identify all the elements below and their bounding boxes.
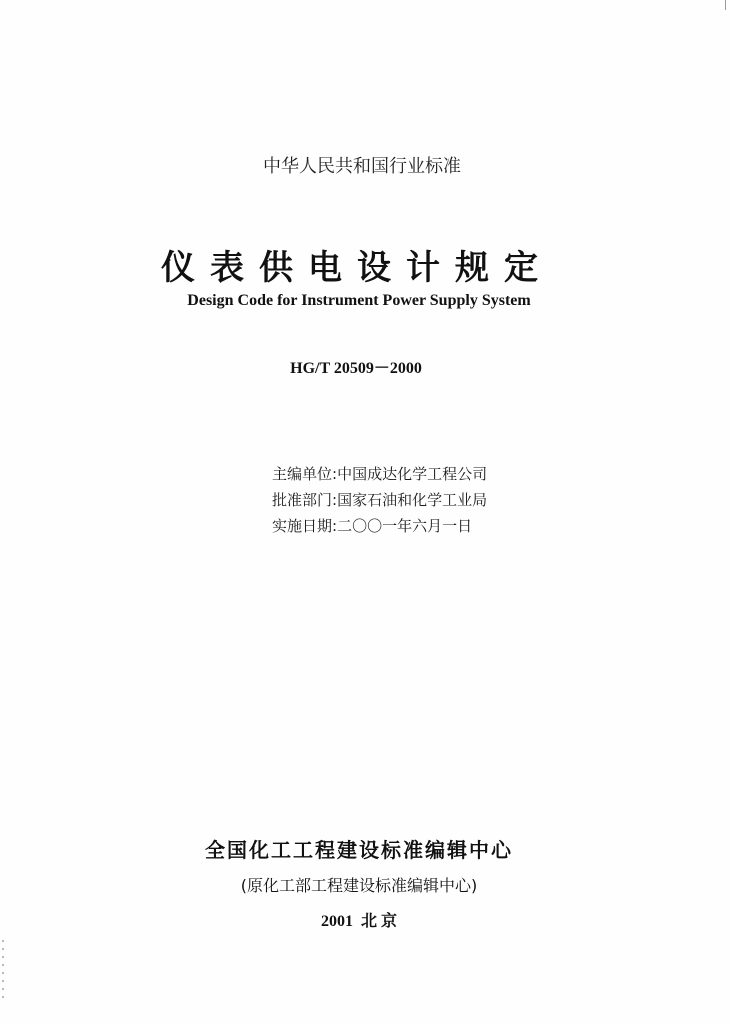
info-value: 中国成达化学工程公司: [337, 465, 488, 483]
info-value: 二〇〇一年六月一日: [337, 517, 473, 535]
publication-year: 2001: [320, 913, 353, 930]
document-title-english: Design Code for Instrument Power Supply System: [187, 292, 531, 309]
info-label: 批准部门:: [272, 491, 338, 509]
document-info-block: [272, 461, 487, 539]
scan-binding-marks: [2, 940, 4, 1000]
standard-category-header: 中华人民共和国行业标准: [263, 156, 461, 177]
info-row-approver: [272, 487, 487, 513]
publisher-former-name: (原化工部工程建设标准编辑中心): [240, 876, 478, 895]
scan-mark: [725, 0, 726, 10]
info-label: 实施日期:: [272, 517, 338, 535]
info-value: 国家石油和化学工业局: [337, 491, 488, 509]
document-title-chinese: 仪表供电设计规定: [161, 248, 553, 288]
publication-city: 北 京: [360, 913, 397, 930]
standard-code: HG/T 20509－2000: [290, 360, 422, 377]
publisher-name: 全国化工工程建设标准编辑中心: [205, 838, 513, 862]
info-row-effective-date: [272, 513, 487, 539]
info-label: 主编单位:: [272, 465, 338, 483]
info-row-editor: [272, 461, 487, 487]
publication-year-city: [0, 908, 724, 931]
